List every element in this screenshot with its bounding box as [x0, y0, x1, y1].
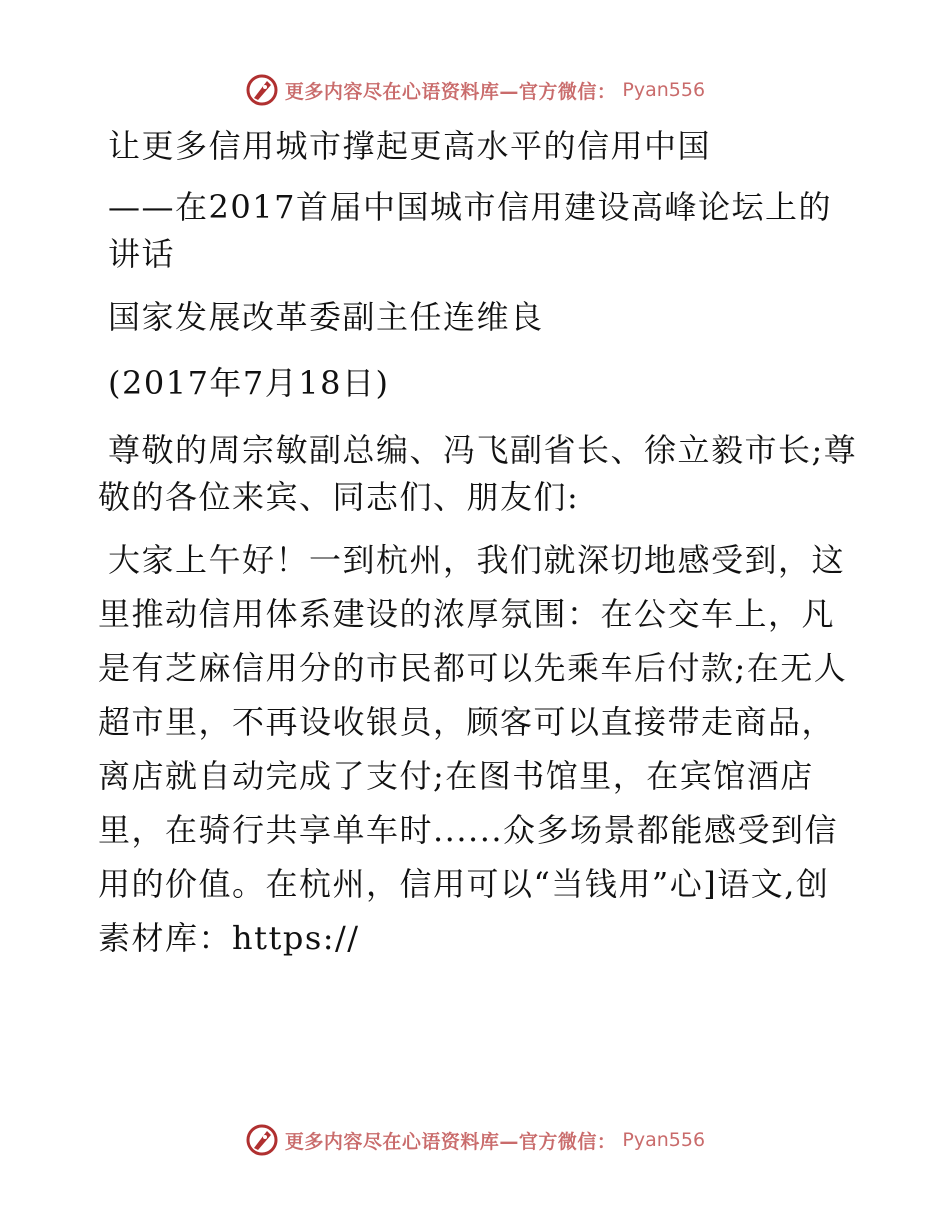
doc-salutation: 尊敬的周宗敏副总编、冯飞副省长、徐立毅市长;尊敬的各位来宾、同志们、朋友们:: [98, 431, 858, 516]
footer-banner-text: 更多内容尽在心语资料库—官方微信：: [284, 1130, 617, 1153]
document-body: [98, 123, 858, 965]
doc-author: 国家发展改革委副主任连维良: [108, 298, 544, 336]
footer-banner: [0, 1120, 950, 1160]
pen-nib-logo-icon: [245, 73, 279, 107]
doc-paragraph: 大家上午好！一到杭州，我们就深切地感受到，这里推动信用体系建设的浓厚氛围：在公交车上，凡是有芝麻信用分的市民都可以先乘车后付款;在无人超市里，不再设收银员，顾客可以直接带走商品，离店就自动完成了支付;在图书馆里，在宾馆酒店里，在骑行共享单车时......众多场景都能感受到信用的价值。在杭州，信用可以“当钱用”心]语文,创素材库：https://: [98, 541, 848, 957]
header-banner-text: 更多内容尽在心语资料库—官方微信：: [284, 80, 617, 103]
header-banner: [0, 70, 950, 110]
pen-nib-logo-icon: [245, 1123, 279, 1157]
doc-subtitle: ——在2017首届中国城市信用建设高峰论坛上的讲话: [108, 188, 832, 273]
doc-title: 让更多信用城市撑起更高水平的信用中国: [108, 127, 712, 165]
footer-wechat-id: Pyan556: [622, 1129, 706, 1151]
doc-date: (2017年7月18日): [108, 364, 390, 402]
header-wechat-id: Pyan556: [622, 79, 706, 101]
